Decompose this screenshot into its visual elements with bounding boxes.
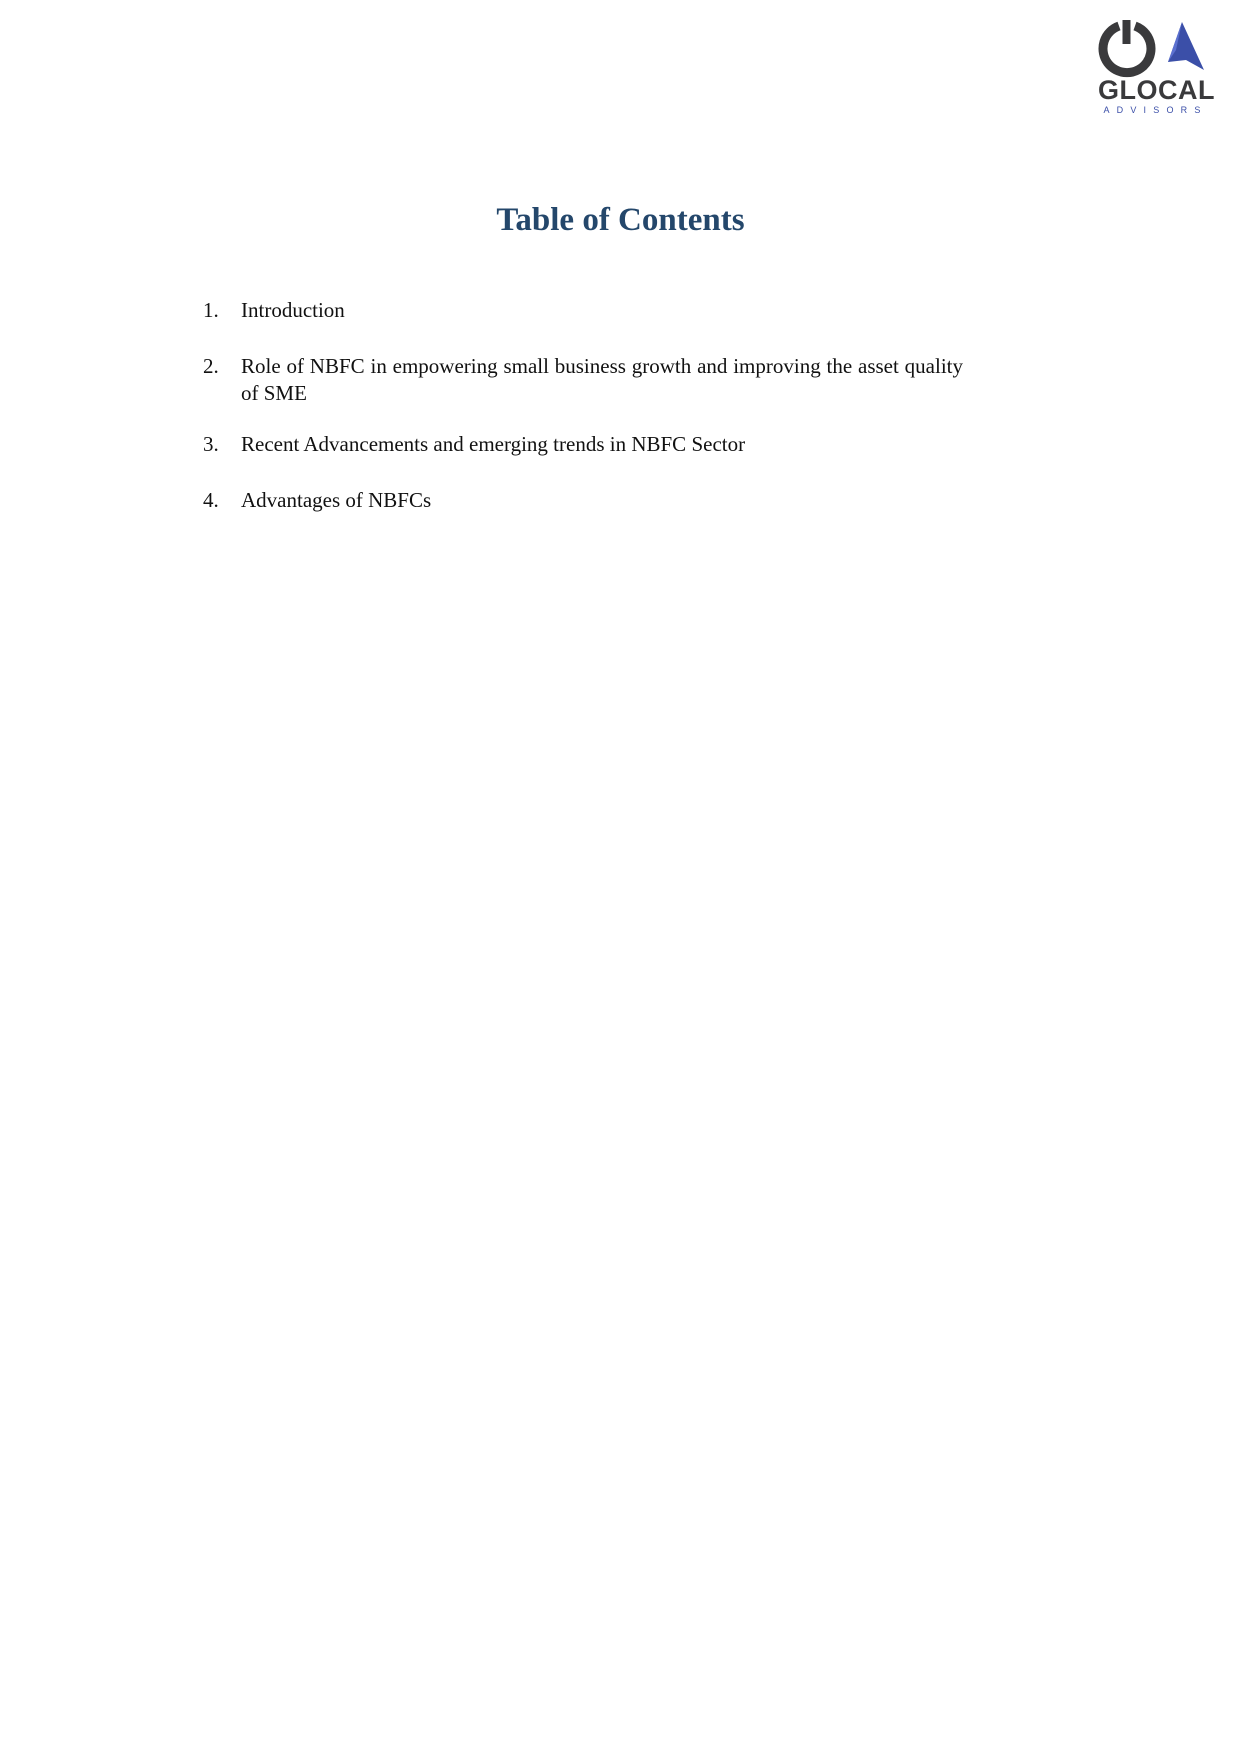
toc-item-number: 2. <box>203 354 219 378</box>
page-title: Table of Contents <box>496 202 745 238</box>
logo-tagline: ADVISORS <box>1103 105 1208 115</box>
toc-item-number: 4. <box>203 488 219 512</box>
toc-item-number: 3. <box>203 432 219 456</box>
toc-item-advantages <box>203 487 963 514</box>
logo-name: GLOCAL <box>1098 75 1215 105</box>
toc-item-introduction <box>203 297 963 324</box>
table-of-contents <box>203 297 963 514</box>
toc-item-recent-advancements <box>203 431 963 458</box>
toc-item-label: Recent Advancements and emerging trends in NBFC Sector <box>241 432 746 456</box>
logo-mark-icon <box>1098 20 1210 80</box>
toc-item-number: 1. <box>203 298 219 322</box>
toc-item-label: Advantages of NBFCs <box>241 488 432 512</box>
toc-item-label: Introduction <box>241 298 345 322</box>
toc-item-label: Role of NBFC in empowering small business growth and improving the asset quality of SME <box>241 354 963 405</box>
glocal-advisors-logo <box>1098 20 1215 122</box>
toc-item-role-of-nbfc <box>203 353 963 407</box>
